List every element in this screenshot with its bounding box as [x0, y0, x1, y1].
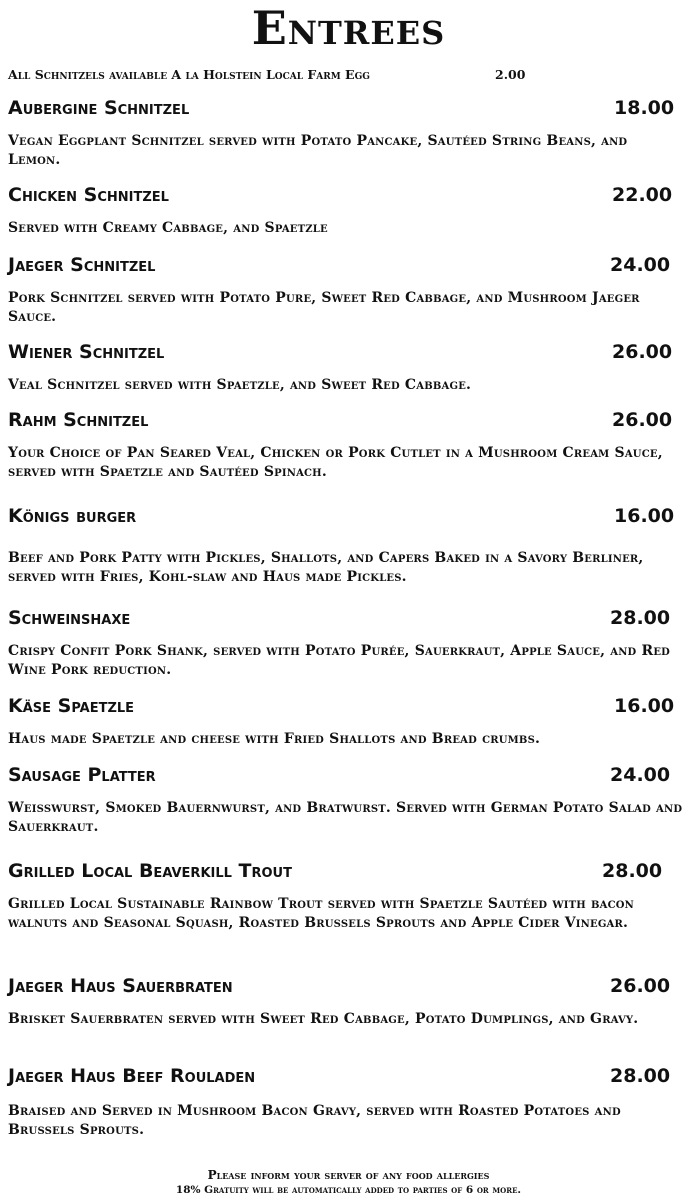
item-description: Pork Schnitzel served with Potato Pure, Sweet Red Cabbage, and Mushroom Jaeger Sauce. — [8, 290, 640, 325]
item-name: Jaeger Haus Beef Rouladen — [8, 1065, 256, 1087]
item-description: Braised and Served in Mushroom Bacon Gravy, served with Roasted Potatoes and Brussels Sprouts. — [8, 1103, 621, 1138]
item-description: Crispy Confit Pork Shank, served with Potato Purée, Sauerkraut, Apple Sauce, and Red Wine Pork reduction. — [8, 643, 671, 678]
item-description: Beef and Pork Patty with Pickles, Shallots, and Capers Baked in a Savory Berliner, served with Fries, Kohl-slaw and Haus made Pickles. — [8, 550, 644, 585]
item-price: 26.00 — [612, 409, 673, 431]
item-price: 24.00 — [610, 764, 671, 786]
menu-item-konigs-burger — [8, 504, 683, 585]
item-price: 26.00 — [610, 975, 671, 997]
item-description: Vegan Eggplant Schnitzel served with Potato Pancake, Sautéed String Beans, and Lemon. — [8, 133, 628, 168]
menu-item-aubergine-schnitzel — [8, 96, 683, 168]
item-name: Jaeger Haus Sauerbraten — [8, 975, 233, 997]
allergy-notice: Please inform your server of any food allergies — [207, 1168, 490, 1182]
item-price: 28.00 — [610, 607, 671, 629]
item-name: Jaeger Schnitzel — [8, 254, 156, 276]
item-price: 16.00 — [614, 695, 675, 717]
menu-item-jaeger-schnitzel — [8, 253, 683, 325]
item-price: 16.00 — [614, 505, 675, 527]
menu-item-jaeger-haus-sauerbraten — [8, 974, 683, 1027]
item-price: 28.00 — [610, 1065, 671, 1087]
item-description: Brisket Sauerbraten served with Sweet Red Cabbage, Potato Dumplings, and Gravy. — [8, 1011, 639, 1027]
item-description: Served with Creamy Cabbage, and Spaetzle — [8, 220, 328, 236]
item-name: Königs burger — [8, 505, 137, 527]
item-description: Weisswurst, Smoked Bauernwurst, and Bratwurst. Served with German Potato Salad and Sauerkraut. — [8, 800, 683, 835]
gratuity-notice: 18% Gratuity will be automatically added to parties of 6 or more. — [175, 1184, 522, 1196]
item-price: 26.00 — [612, 341, 673, 363]
menu-item-rahm-schnitzel — [8, 408, 683, 480]
holstein-text: All Schnitzels available A la Holstein Local Farm Egg — [8, 67, 370, 82]
item-name: Sausage Platter — [8, 764, 156, 786]
item-price: 18.00 — [614, 97, 675, 119]
item-name: Aubergine Schnitzel — [8, 97, 190, 119]
holstein-note — [8, 67, 526, 82]
item-price: 28.00 — [602, 860, 663, 882]
item-name: Käse Spaetzle — [8, 695, 135, 717]
item-name: Rahm Schnitzel — [8, 409, 149, 431]
item-name: Chicken Schnitzel — [8, 184, 169, 206]
item-price: 24.00 — [610, 254, 671, 276]
item-description: Veal Schnitzel served with Spaetzle, and Sweet Red Cabbage. — [8, 377, 472, 393]
menu-item-wiener-schnitzel — [8, 340, 683, 393]
menu-item-sausage-platter — [8, 763, 683, 835]
page-title: Entrees — [251, 1, 446, 55]
item-description: Haus made Spaetzle and cheese with Fried Shallots and Bread crumbs. — [8, 731, 541, 747]
menu-item-schweinshaxe — [8, 606, 683, 678]
item-price: 22.00 — [612, 184, 673, 206]
menu-item-kase-spaetzle — [8, 694, 683, 747]
holstein-price: 2.00 — [495, 67, 526, 82]
item-description: Your Choice of Pan Seared Veal, Chicken or Pork Cutlet in a Mushroom Cream Sauce, served with Spaetzle and Sautéed Spinach. — [8, 445, 663, 480]
item-name: Schweinshaxe — [8, 607, 131, 629]
menu-item-jaeger-haus-beef-rouladen — [8, 1064, 683, 1138]
menu-item-chicken-schnitzel — [8, 183, 683, 236]
item-name: Wiener Schnitzel — [8, 341, 165, 363]
item-description: Grilled Local Sustainable Rainbow Trout served with Spaetzle Sautéed with bacon walnuts and Seasonal Squash, Roasted Brussels Sprouts and Apple Cider Vinegar. — [8, 896, 635, 931]
footer-notice — [0, 1168, 697, 1198]
item-name: Grilled Local Beaverkill Trout — [8, 860, 292, 882]
menu-item-grilled-local-beaverkill-trout — [8, 859, 683, 931]
